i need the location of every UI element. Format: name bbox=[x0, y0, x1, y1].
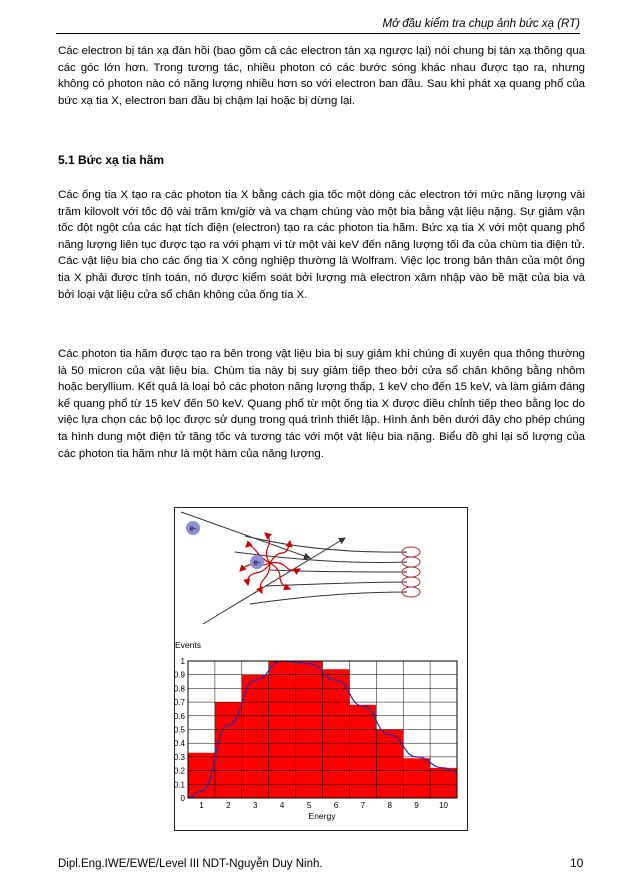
electron-interaction-illustration bbox=[181, 512, 420, 624]
bremsstrahlung-chart bbox=[174, 640, 457, 821]
x-tick-label: 9 bbox=[414, 801, 419, 810]
chart-bar bbox=[242, 675, 269, 798]
x-tick-label: 10 bbox=[439, 801, 449, 810]
y-tick-label: 0.9 bbox=[173, 670, 185, 680]
x-tick-label: 7 bbox=[360, 801, 366, 810]
x-tick-label: 4 bbox=[279, 801, 285, 810]
y-tick-label: 0.8 bbox=[173, 684, 185, 694]
x-tick-label: 1 bbox=[199, 801, 204, 810]
x-tick-label: 6 bbox=[333, 801, 339, 810]
chart-bar bbox=[403, 758, 430, 798]
paragraph-xray-tubes: Các ống tia X tạo ra các photon tia X bằng cách gia tốc một dòng các electron tới mức năng lượng vài trăm kilovolt với tốc độ vài trăm km/giờ và va chạm chúng vào một bia bằng vật liệu nặng. Sự giảm vận tốc đột ngột của các hạt tích điện (electron) tạo ra các photon tia hãm. Bức xạ tia X với một quang phổ năng lượng liên tục được tạo ra với phạm vi từ một vài keV đến năng lượng tối đa của chùm tia điện tử. Các vật liệu bia cho các ống tia X công nghiệp thường là Wolfram. Việc lọc trong bản thân của một ống tia X phải được tính toán, nó được kiểm soát bởi lượng mà electron xâm nhập vào bề mặt của bia và bởi loại vật liệu cửa sổ chân không của ống tia X. bbox=[58, 189, 585, 301]
electron-label: e- bbox=[189, 524, 197, 533]
chart-bar bbox=[349, 705, 376, 798]
x-tick-label: 8 bbox=[387, 801, 392, 810]
y-tick-label: 0.2 bbox=[173, 766, 185, 776]
field-line bbox=[250, 592, 407, 604]
field-line bbox=[265, 582, 407, 586]
bremsstrahlung-figure bbox=[174, 507, 468, 831]
chart-xlabel: Energy bbox=[308, 811, 336, 821]
y-tick-label: 0.1 bbox=[173, 780, 185, 790]
section-heading: 5.1 Bức xạ tia hãm bbox=[58, 153, 165, 167]
y-tick-label: 0.6 bbox=[173, 711, 185, 721]
x-tick-label: 2 bbox=[226, 801, 231, 810]
y-tick-label: 0 bbox=[180, 794, 185, 803]
chart-bar bbox=[430, 768, 457, 798]
y-tick-label: 0.7 bbox=[173, 698, 185, 708]
paragraph-attenuation: Các photon tia hãm được tạo ra bên trong vật liệu bia bị suy giảm khi chúng đi xuyên qua thông thường là 50 micron của vật liệu bia. Chùm tia này bị suy giảm tiếp theo bởi cửa sổ chân không bằng nhôm hoặc beryllium. Kết quả là loại bỏ các photon năng lượng thấp, 1 keV cho đến 15 keV, và làm giảm đáng kể quang phổ từ 15 keV đến 50 keV. Quang phổ từ một ống tia X được điều chỉnh tiếp theo bằng lọc do việc lựa chọn các bộ lọc được sử dụng trong quá trình thiết lập. Hình ảnh bên dưới đây cho phép chúng ta hình dung một điện tử tăng tốc và tương tác với một vật liệu bia nặng. Biểu đồ ghi lại số lượng của các photon tia hãm như là một hàm của năng lượng. bbox=[58, 348, 585, 460]
figure-canvas bbox=[175, 508, 467, 830]
x-tick-label: 3 bbox=[253, 801, 258, 810]
electron-path-arrow bbox=[181, 512, 310, 558]
electron-path-arrow bbox=[203, 538, 345, 624]
x-tick-label: 5 bbox=[306, 801, 312, 810]
page-number: 10 bbox=[570, 856, 584, 870]
footer-author: Dipl.Eng.IWE/EWE/Level III NDT-Nguyễn Duy Ninh. bbox=[58, 858, 323, 870]
page-header-title: Mở đầu kiểm tra chụp ảnh bức xạ (RT) bbox=[382, 18, 580, 30]
chart-ylabel: Events bbox=[175, 640, 201, 650]
paragraph-intro: Các electron bị tán xạ đàn hồi (bao gồm cả các electron tán xạ ngược lại) nói chung bị tán xạ thông qua các góc lớn hơn. Trong tương tác, nhiều photon có các bước sóng khác nhau được tạo ra, nhưng không có photon nào có năng lượng nhiều hơn so với electron ban đầu. Sau khi phát xạ quang phổ của bức xạ tia X, electron ban đầu bị chậm lại hoặc bị dừng lại. bbox=[58, 45, 585, 107]
y-tick-label: 1 bbox=[180, 657, 185, 666]
electron-label: e- bbox=[253, 558, 261, 567]
header-rule bbox=[56, 33, 580, 34]
y-tick-label: 0.4 bbox=[173, 739, 185, 749]
y-tick-label: 0.5 bbox=[173, 725, 185, 735]
y-tick-label: 0.3 bbox=[173, 752, 185, 762]
